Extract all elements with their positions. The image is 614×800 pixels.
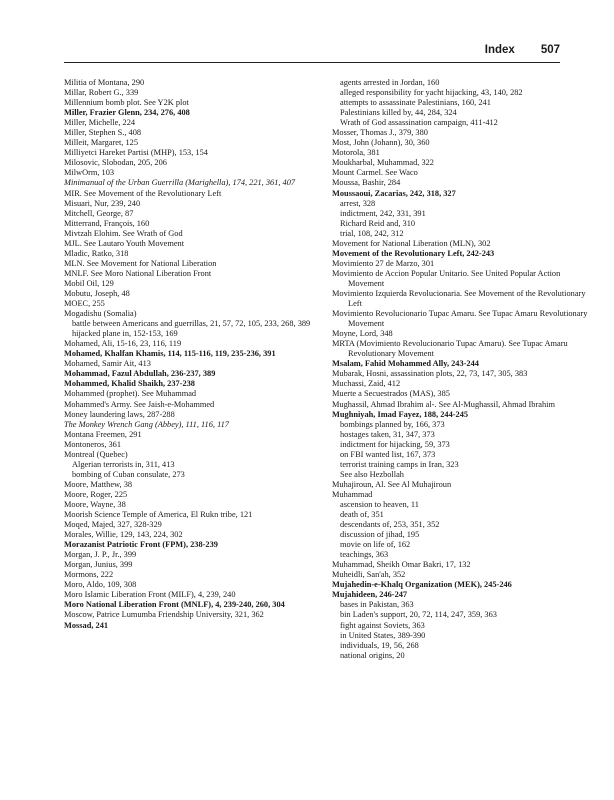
index-subentry: battle between Americans and guerrillas, 21, 57, 72, 105, 233, 268, 389 <box>72 319 311 329</box>
index-entry: Minimanual of the Urban Guerrilla (Marighella), 174, 221, 361, 407 <box>64 178 296 188</box>
index-entry: MJL. See Lautaro Youth Movement <box>64 238 185 248</box>
index-entry: Mughassil, Ahmad Ibrahim al-. See Al-Mughassil, Ahmad Ibrahim <box>332 399 555 409</box>
index-subentry: alleged responsibility for yacht hijacking, 43, 140, 282 <box>340 88 523 98</box>
index-entry: Millar, Robert G., 339 <box>64 88 139 98</box>
index-entry: Movement for National Liberation (MLN), 302 <box>332 238 491 248</box>
index-entry: Msalam, Fahid Mohammed Ally, 243-244 <box>332 359 479 369</box>
index-entry: MNLF. See Moro National Liberation Front <box>64 268 212 278</box>
index-entry: Moore, Matthew, 38 <box>64 479 133 489</box>
index-entry: Mitchell, George, 87 <box>64 208 134 218</box>
index-subentry: indictment for hijacking, 59, 373 <box>340 439 450 449</box>
index-entry: Motorola, 381 <box>332 148 380 158</box>
index-entry: Mobil Oil, 129 <box>64 278 114 288</box>
index-entry: Mormons, 222 <box>64 570 114 580</box>
index-subentry: arrest, 328 <box>340 198 376 208</box>
index-entry: Movimiento Izquierda Revolucionaria. See Movement of the Revolutionary Left <box>332 288 586 309</box>
index-subentry: bombings planned by, 166, 373 <box>340 419 445 429</box>
index-entry: Montoneros, 361 <box>64 439 122 449</box>
index-entry: Misuari, Nur, 239, 240 <box>64 198 141 208</box>
index-subentry: national origins, 20 <box>340 650 405 660</box>
index-entry: Montana Freemen, 291 <box>64 429 142 439</box>
index-entry: Mobutu, Joseph, 48 <box>64 288 130 298</box>
index-entry: Most, John (Johann), 30, 360 <box>332 138 430 148</box>
index-subentry: bin Laden's support, 20, 72, 114, 247, 359, 363 <box>340 610 497 620</box>
index-subentry: teachings, 363 <box>340 550 389 560</box>
index-entry: Movimiento 27 de Marzo, 301 <box>332 258 435 268</box>
index-entry: Moussa, Bashir, 284 <box>332 178 401 188</box>
index-entry: Mohammad, Fazul Abdullah, 236-237, 389 <box>64 369 216 379</box>
index-entry: Mughniyah, Imad Fayez, 188, 244-245 <box>332 409 469 419</box>
index-entry: Mohammed, Khalid Shaikh, 237-238 <box>64 379 195 389</box>
index-entry: Moscow, Patrice Lumumba Friendship University, 321, 362 <box>64 610 264 620</box>
index-entry: Montreal (Quebec) <box>64 449 128 459</box>
index-entry: Mohamed, Ali, 15-16, 23, 116, 119 <box>64 339 182 349</box>
index-entry: Moro Islamic Liberation Front (MILF), 4, 239, 240 <box>64 590 236 600</box>
index-entry: Mosser, Thomas J., 379, 380 <box>332 128 428 138</box>
index-subentry: Palestinians killed by, 44, 284, 324 <box>340 108 457 118</box>
index-entry: Mossad, 241 <box>64 620 109 630</box>
index-entry: Milliyetci Hareket Partisi (MHP), 153, 154 <box>64 148 208 158</box>
index-entry: MIR. See Movement of the Revolutionary Left <box>64 188 222 198</box>
index-subentry: in United States, 389-390 <box>340 630 426 640</box>
index-entry: Muhammad <box>332 489 373 499</box>
index-entry: Movimiento de Accion Popular Unitario. See United Popular Action Movement <box>332 268 561 288</box>
index-entry: MRTA (Movimiento Revolucionario Tupac Amaru). See Tupac Amaru Revolutionary Movement <box>332 339 568 359</box>
index-subentry: bombing of Cuban consulate, 273 <box>72 469 185 479</box>
index-entry: Milleit, Margaret, 125 <box>64 138 138 148</box>
index-subentry: indictment, 242, 331, 391 <box>340 208 426 218</box>
index-column-left <box>64 78 326 631</box>
index-subentry: on FBI wanted list, 167, 373 <box>340 449 436 459</box>
index-subentry: bases in Pakistan, 363 <box>340 600 414 610</box>
index-entry: Miller, Frazier Glenn, 234, 276, 408 <box>64 108 190 118</box>
index-entry: Millennium bomb plot. See Y2K plot <box>64 98 189 108</box>
index-subentry: trial, 108, 242, 312 <box>340 228 404 238</box>
index-entry: Moussaoui, Zacarias, 242, 318, 327 <box>332 188 456 198</box>
index-subentry: movie on life of, 162 <box>340 540 411 550</box>
index-entry: Miller, Stephen S., 408 <box>64 128 142 138</box>
index-entry: Mount Carmel. See Waco <box>332 168 418 178</box>
index-entry: Moro National Liberation Front (MNLF), 4, 239-240, 260, 304 <box>64 600 285 610</box>
index-entry: Moore, Wayne, 38 <box>64 499 126 509</box>
page-number: 507 <box>540 44 560 56</box>
index-entry: The Monkey Wrench Gang (Abbey), 111, 116, 117 <box>64 419 229 429</box>
index-entry: Mohammed (prophet). See Muhammad <box>64 389 197 399</box>
index-entry: Morazanist Patriotic Front (FPM), 238-239 <box>64 540 218 550</box>
index-entry: Milosovic, Slobodan, 205, 206 <box>64 158 167 168</box>
index-subentry: Richard Reid and, 310 <box>340 218 416 228</box>
index-entry: Moqed, Majed, 327, 328-329 <box>64 520 162 530</box>
index-subentry: ascension to heaven, 11 <box>340 499 419 509</box>
index-entry: Miller, Michelle, 224 <box>64 118 136 128</box>
index-entry: Militia of Montana, 290 <box>64 78 145 87</box>
index-entry: Mogadishu (Somalia) <box>64 309 137 319</box>
index-entry: Money laundering laws, 287-288 <box>64 409 175 419</box>
index-entry: Moyne, Lord, 348 <box>332 329 393 339</box>
index-column-right <box>332 78 594 661</box>
index-subentry: individuals, 19, 56, 268 <box>340 640 419 650</box>
index-entry: Movement of the Revolutionary Left, 242-243 <box>332 248 495 258</box>
index-subentry: hostages taken, 31, 347, 373 <box>340 429 435 439</box>
index-subentry: Algerian terrorists in, 311, 413 <box>72 459 175 469</box>
index-entry: Moro, Aldo, 109, 308 <box>64 580 137 590</box>
index-entry: Muhajiroun, Al. See Al Muhajiroun <box>332 479 452 489</box>
header-title: Index <box>484 44 515 56</box>
index-entry: Muheidli, San'ah, 352 <box>332 570 406 580</box>
index-entry: Moore, Roger, 225 <box>64 489 128 499</box>
index-entry: Mohamed, Khalfan Khamis, 114, 115-116, 119, 235-236, 391 <box>64 349 276 359</box>
index-subentry: death of, 351 <box>340 510 384 520</box>
index-entry: Muerte a Secuestrados (MAS), 385 <box>332 389 450 399</box>
index-subentry: descendants of, 253, 351, 352 <box>340 520 440 530</box>
index-entry: Moukharbal, Muhammad, 322 <box>332 158 434 168</box>
index-entry: Mladic, Ratko, 318 <box>64 248 129 258</box>
index-entry: Muchassi, Zaid, 412 <box>332 379 401 389</box>
index-entry: Mujahedin-e-Khalq Organization (MEK), 245-246 <box>332 580 512 590</box>
running-header <box>485 44 560 60</box>
index-subentry: discussion of jihad, 195 <box>340 530 420 540</box>
index-entry: Moorish Science Temple of America, El Rukn tribe, 121 <box>64 510 253 520</box>
index-subentry: attempts to assassinate Palestinians, 160, 241 <box>340 98 491 108</box>
index-subentry: terrorist training camps in Iran, 323 <box>340 459 459 469</box>
index-entry: Muhammad, Sheikh Omar Bakri, 17, 132 <box>332 560 471 570</box>
index-subentry: agents arrested in Jordan, 160 <box>340 78 440 87</box>
header-rule <box>64 62 560 63</box>
index-subentry: fight against Soviets, 363 <box>340 620 425 630</box>
index-subentry: Wrath of God assassination campaign, 411-412 <box>340 118 498 128</box>
index-entry: Mivtzah Elohim. See Wrath of God <box>64 228 183 238</box>
index-entry: Mohamed, Samir Ait, 413 <box>64 359 151 369</box>
index-entry: Morales, Willie, 129, 143, 224, 302 <box>64 530 183 540</box>
index-entry: MOEC, 255 <box>64 299 105 309</box>
index-entry: Mujahideen, 246-247 <box>332 590 408 600</box>
index-entry: Movimiento Revolucionario Tupac Amaru. See Tupac Amaru Revolutionary Movement <box>332 309 588 329</box>
index-entry: Morgan, Junius, 399 <box>64 560 133 570</box>
index-entry: Morgan, J. P., Jr., 399 <box>64 550 137 560</box>
index-subentry: See also Hezbollah <box>340 469 404 479</box>
index-entry: MilwOrm, 103 <box>64 168 115 178</box>
index-entry: MLN. See Movement for National Liberation <box>64 258 217 268</box>
index-entry: Mohammed's Army. See Jaish-e-Mohammed <box>64 399 215 409</box>
index-entry: Mitterrand, François, 160 <box>64 218 150 228</box>
index-entry: Mubarak, Hosni, assassination plots, 22, 73, 147, 305, 383 <box>332 369 528 379</box>
index-subentry: hijacked plane in, 152-153, 169 <box>72 329 178 339</box>
